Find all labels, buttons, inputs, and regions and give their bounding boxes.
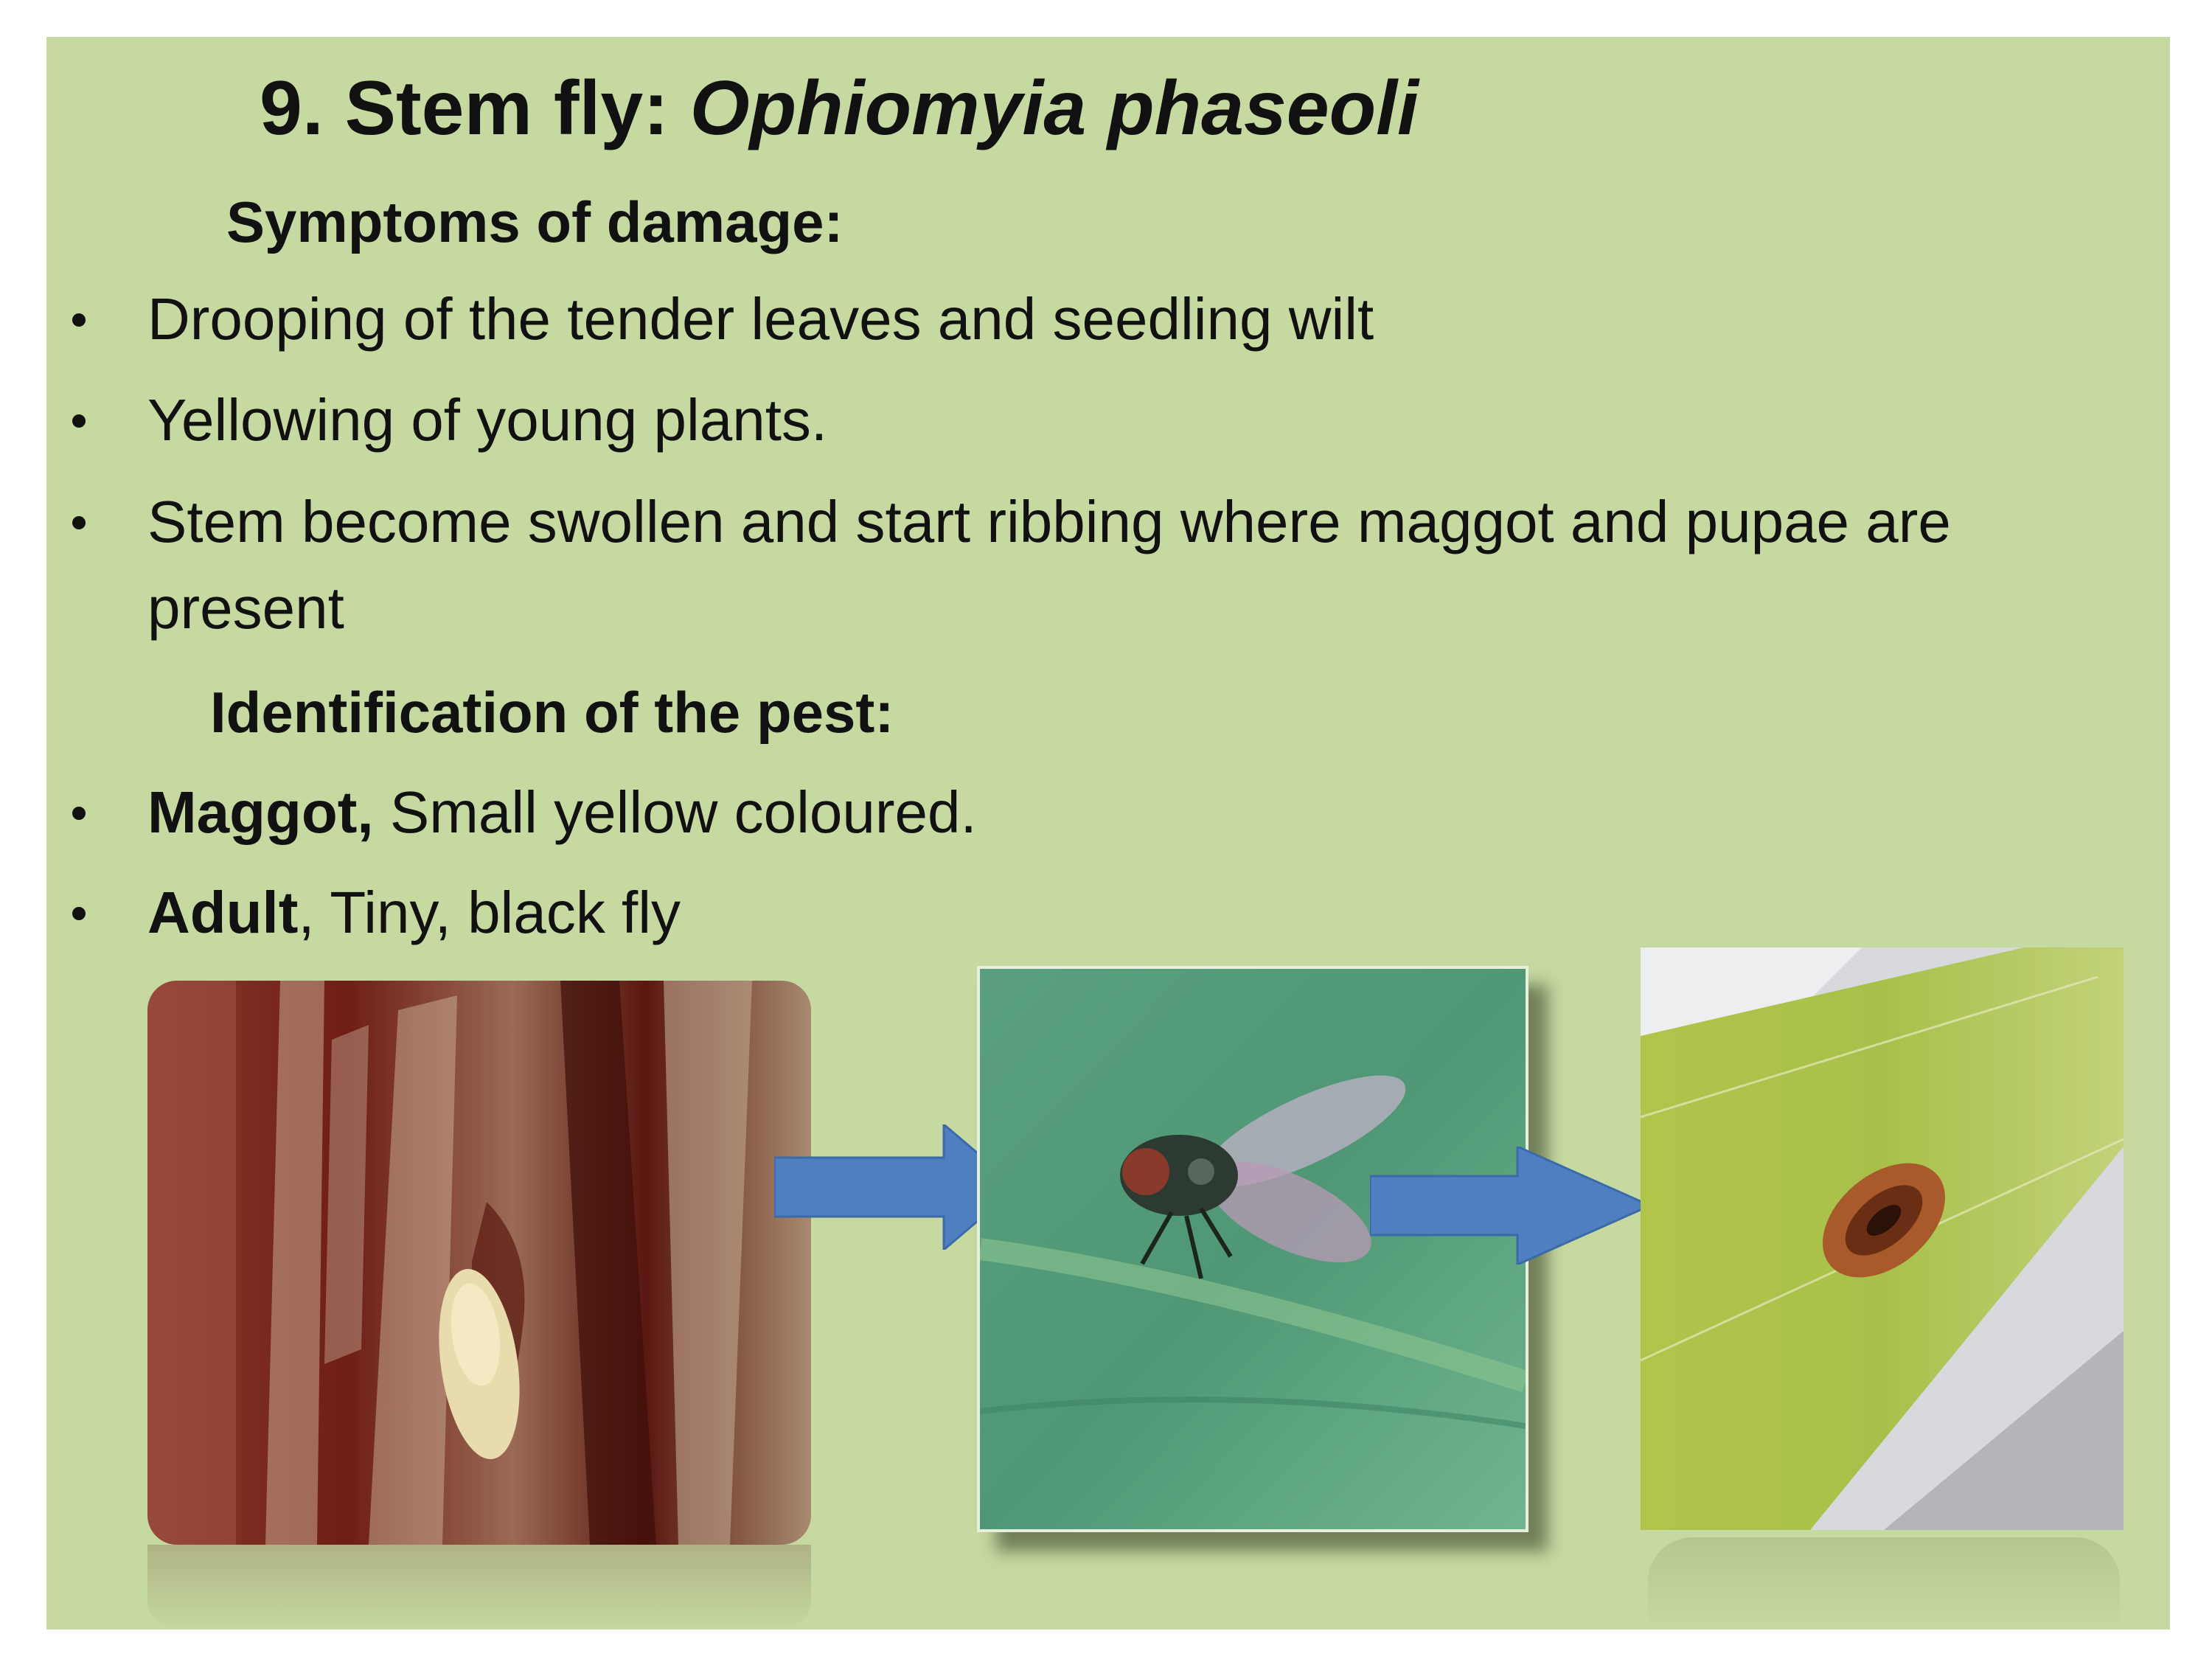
stage-label: Maggot, bbox=[147, 779, 374, 845]
symptom-text-continued: present bbox=[147, 575, 344, 641]
symptom-item bbox=[0, 489, 2138, 559]
identification-item bbox=[0, 779, 2138, 849]
bullet-dot-icon bbox=[72, 907, 86, 920]
symptom-item bbox=[0, 387, 2138, 457]
stage-label: Adult bbox=[147, 880, 299, 945]
stage-description: , Tiny, black fly bbox=[298, 880, 681, 945]
title-prefix: 9. Stem fly: bbox=[260, 66, 690, 151]
photo-reflection bbox=[147, 1545, 811, 1630]
photo-reflection bbox=[1648, 1537, 2120, 1630]
maggot-in-stem-illustration bbox=[147, 981, 811, 1545]
identification-text bbox=[147, 779, 977, 845]
symptom-text: Drooping of the tender leaves and seedling wilt bbox=[147, 286, 1374, 352]
scientific-name: Ophiomyia phaseoli bbox=[689, 66, 1419, 151]
symptoms-heading: Symptoms of damage: bbox=[226, 189, 844, 254]
stage-description: Small yellow coloured. bbox=[373, 779, 977, 845]
bullet-dot-icon bbox=[72, 807, 86, 820]
bullet-dot-icon bbox=[72, 516, 86, 529]
symptom-text: Stem become swollen and start ribbing where maggot and pupae are bbox=[147, 489, 1951, 554]
slide-title bbox=[260, 66, 1419, 151]
arrow-right-icon bbox=[1370, 1147, 1650, 1265]
identification-heading: Identification of the pest: bbox=[210, 680, 894, 745]
identification-item bbox=[0, 880, 2138, 950]
bullet-dot-icon bbox=[72, 313, 86, 327]
symptom-item bbox=[0, 286, 2138, 356]
bullet-dot-icon bbox=[72, 414, 86, 428]
maggot-in-stem-photo bbox=[147, 981, 811, 1545]
damaged-stem-photo bbox=[1641, 947, 2124, 1530]
damaged-stem-illustration bbox=[1641, 947, 2124, 1530]
identification-text bbox=[147, 880, 681, 945]
symptom-text: Yellowing of young plants. bbox=[147, 387, 828, 453]
